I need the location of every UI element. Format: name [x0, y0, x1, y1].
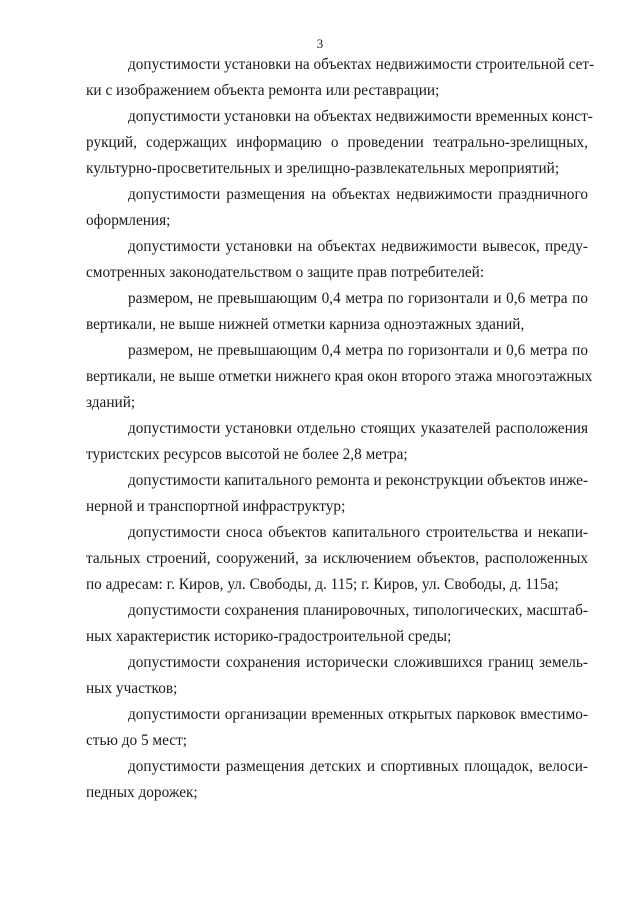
paragraph: [86, 520, 588, 598]
paragraph: [86, 468, 588, 520]
paragraph-line: туристских ресурсов высотой не более 2,8 метра;: [86, 446, 408, 463]
paragraph-line: зданий;: [86, 394, 136, 411]
paragraph-line: ных участков;: [86, 680, 178, 697]
paragraph-line: ных характеристик историко-градостроительной среды;: [86, 628, 452, 645]
paragraph: [86, 416, 588, 468]
page-number: 3: [316, 36, 324, 51]
paragraph-line: вертикали, не выше нижней отметки карниза одноэтажных зданий,: [86, 316, 525, 333]
paragraph-line: нерной и транспортной инфраструктур;: [86, 498, 346, 515]
paragraph-line: стью до 5 мест;: [86, 732, 188, 749]
paragraph: [86, 52, 595, 104]
document-body: [86, 52, 595, 806]
paragraph-line: по адресам: г. Киров, ул. Свободы, д. 115; г. Киров, ул. Свободы, д. 115а;: [86, 576, 559, 593]
paragraph-line: допустимости установки на объектах недвижимости временных конст-: [128, 108, 593, 125]
paragraph-line: размером, не превышающим 0,4 метра по горизонтали и 0,6 метра по: [128, 342, 588, 359]
paragraph-line: размером, не превышающим 0,4 метра по горизонтали и 0,6 метра по: [128, 290, 588, 307]
paragraph: [86, 650, 588, 702]
paragraph: [86, 104, 593, 182]
paragraph-line: допустимости установки на объектах недвижимости вывесок, преду-: [128, 238, 588, 255]
paragraph-line: допустимости сноса объектов капитального строительства и некапи-: [128, 524, 588, 541]
paragraph: [86, 338, 593, 416]
paragraph-line: допустимости установки на объектах недвижимости строительной сет-: [128, 56, 595, 73]
paragraph: [86, 702, 588, 754]
paragraph-line: допустимости размещения детских и спортивных площадок, велоси-: [128, 758, 588, 775]
paragraph: [86, 234, 588, 286]
paragraph-line: допустимости капитального ремонта и реконструкции объектов инже-: [128, 472, 588, 489]
paragraph-line: допустимости организации временных открытых парковок вместимо-: [128, 706, 588, 723]
paragraph: [86, 754, 588, 806]
paragraph-line: допустимости сохранения исторически сложившихся границ земель-: [128, 654, 588, 671]
paragraph-line: оформления;: [86, 212, 171, 229]
paragraph-line: вертикали, не выше отметки нижнего края окон второго этажа многоэтажных: [86, 368, 593, 385]
paragraph: [86, 182, 588, 234]
paragraph-line: тальных строений, сооружений, за исключением объектов, расположенных: [86, 550, 588, 567]
paragraph-line: смотренных законодательством о защите прав потребителей:: [86, 264, 485, 281]
paragraph-line: допустимости сохранения планировочных, типологических, масштаб-: [128, 602, 588, 619]
paragraph-line: рукций, содержащих информацию о проведении театрально-зрелищных,: [86, 134, 588, 151]
paragraph-line: допустимости установки отдельно стоящих указателей расположения: [128, 420, 588, 437]
paragraph: [86, 286, 588, 338]
paragraph-line: допустимости размещения на объектах недвижимости праздничного: [128, 186, 588, 203]
paragraph: [86, 598, 588, 650]
paragraph-line: ки с изображением объекта ремонта или реставрации;: [86, 82, 440, 99]
paragraph-line: педных дорожек;: [86, 784, 198, 801]
paragraph-line: культурно-просветительных и зрелищно-развлекательных мероприятий;: [86, 160, 560, 177]
